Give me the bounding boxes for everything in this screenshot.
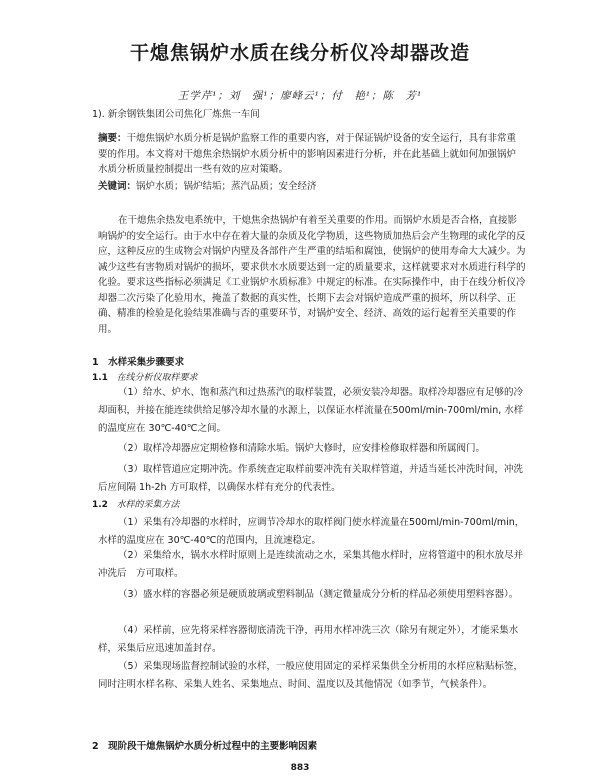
subsection-1-1-label: 在线分析仪取样要求: [116, 373, 198, 383]
subsection-1-1-heading: [92, 370, 198, 383]
paragraph-1-2-item-5: （5）采集现场监督控制试验的水样，一般应使用固定的采样采集供全分析用的水样应粘贴标签，同时注明水样名称、采集人姓名、采集地点、时间、温度以及其他情况（如季节，气候条件）。: [98, 661, 524, 690]
paragraph-1-2-item-3: （3）盛水样的容器必须是硬质玻璃或塑料制品（测定微量成分分析的样品必须使用塑料容器）。: [118, 589, 519, 600]
abstract-text: 干熄焦锅炉水质分析是锅炉监察工作的重要内容，对于保证锅炉设备的安全运行，具有非常重要的作用。本文将对干熄焦余热锅炉水质分析中的影响因素进行分析，并在此基础上就如何加强锅炉水质分析质量控制提出一些有效的应对策略。: [98, 133, 517, 175]
subsection-1-2-label: 水样的采集方法: [116, 500, 180, 510]
paragraph-1-2-item-4: （4）采样前，应先将采样容器彻底清洗干净，再用水样冲洗三次（除另有规定外），才能采集水样，采集后应迅速加盖封存。: [98, 625, 519, 654]
section-2-heading: 2 现阶段干熄焦锅炉水质分析过程中的主要影响因素: [92, 741, 318, 752]
keywords-text: 锅炉水质；锅炉结垢；蒸汽品质；安全经济: [136, 181, 317, 192]
subsection-1-2-heading: [92, 497, 180, 510]
subsection-1-1-number: 1.1: [92, 373, 108, 383]
paragraph-1-1-item-3: （3）取样管道应定期冲洗。作系统查定取样前要冲洗有关取样管道，并适当延长冲洗时间，冲洗后应间隔 1h-2h 方可取样，以确保水样有充分的代表性。: [98, 464, 524, 493]
paragraph-1-2-item-1: （1）采集有冷却器的水样时，应调节冷却水的取样阀门使水样流量在500ml/min-700ml/min，水样的温度应在 30℃-40℃的范围内，且流速稳定。: [98, 517, 525, 546]
paper-title: 干熄焦锅炉水质在线分析仪冷却器改造: [129, 42, 470, 64]
paragraph-1-2-item-2: （2）采集给水，锅水水样时原则上是连续流动之水，采集其他水样时，应将管道中的积水放尽并冲洗后 方可取样。: [98, 550, 524, 579]
paragraph-1-1-item-2: （2）取样冷却器应定期检修和清除水垢。锅炉大修时，应安排检修取样器和所属阀门。: [118, 443, 486, 454]
subsection-1-2-number: 1.2: [92, 500, 108, 510]
page-number: 883: [290, 763, 310, 773]
abstract: [98, 131, 518, 178]
keywords-label: 关键词：: [98, 181, 137, 192]
affiliation: 1). 新余钢铁集团公司焦化厂炼焦一车间: [92, 109, 260, 120]
abstract-label: 摘要：: [98, 133, 127, 144]
introduction-paragraph: 在干熄焦余热发电系统中，干熄焦余热锅炉有着至关重要的作用。而锅炉水质是否合格，直接影响锅炉的安全运行。由于水中存在着大量的杂质及化学物质，这些物质加热后会产生物理的或化学的反应，这种反应的生成物会对锅炉内壁及各部件产生严重的结垢和腐蚀，使锅炉的使用寿命大大减少。为减少这些有害物质对锅炉的损坏，要求供水水质要达到一定的质量要求，这样就要求对水质进行科学的化验。要求这些指标必须满足《工业锅炉水质标准》中规定的标准。在实际操作中，由于在线分析仪冷却器二次污染了化验用水，掩盖了数据的真实性，长期下去会对锅炉造成严重的损坏，所以科学、正确、精准的检验是化验结果准确与否的重要环节，对锅炉安全、经济、高效的运行起着至关重要的作用。: [98, 215, 526, 335]
paragraph-1-1-item-1: （1）给水、炉水、饱和蒸汽和过热蒸汽的取样装置，必须安装冷却器。取样冷却器应有足够的冷却面积，并接在能连续供给足够冷却水量的水源上，以保证水样流量在500ml/min-700ml/min, 水样的温度应在 30℃-40℃之间。: [98, 387, 524, 434]
section-1-heading: 1 水样采集步骤要求: [92, 357, 185, 368]
author-list: 王学芹¹；刘 强¹；廖峰云¹；付 艳¹；陈 芳¹: [177, 90, 423, 102]
keywords: [98, 179, 518, 195]
